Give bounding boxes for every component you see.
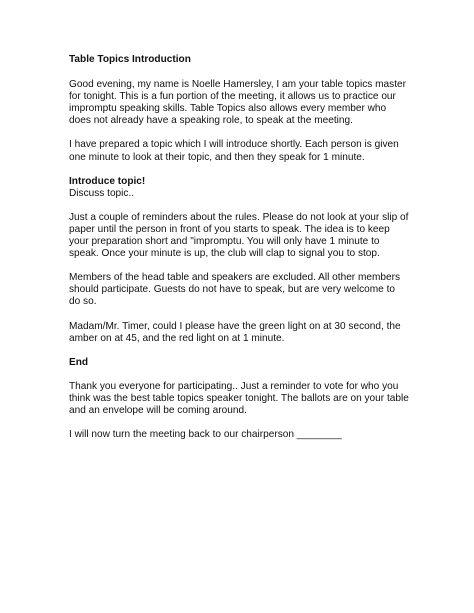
members-paragraph: Members of the head table and speakers are excluded. All other members should participate. Guests do not have to speak, but are very welcome to do so. bbox=[69, 272, 401, 308]
introduce-topic-heading: Introduce topic! bbox=[69, 175, 146, 187]
document-body bbox=[69, 54, 409, 441]
discuss-topic-line: Discuss topic.. bbox=[69, 187, 135, 199]
closing-paragraph: I will now turn the meeting back to our chairperson ________ bbox=[69, 429, 342, 441]
document-title: Table Topics Introduction bbox=[69, 54, 191, 65]
thanks-paragraph: Thank you everyone for participating.. Just a reminder to vote for who you think was the best table topics speaker tonight. The ballots are on your table and an envelope will be coming around. bbox=[69, 380, 409, 416]
end-heading: End bbox=[69, 356, 89, 368]
prepared-topic-paragraph: I have prepared a topic which I will introduce shortly. Each person is given one minute to look at their topic, and then they speak for 1 minute. bbox=[69, 139, 399, 163]
intro-paragraph: Good evening, my name is Noelle Hamersley, I am your table topics master for tonight. This is a fun portion of the meeting, it allows us to practice our impromptu speaking skills. Table Topics also allows every member who does not already have a speaking role, to speak at the meeting. bbox=[69, 79, 406, 127]
reminders-paragraph: Just a couple of reminders about the rules. Please do not look at your slip of paper until the person in front of you starts to speak. The idea is to keep your preparation short and "impromptu. You will only have 1 minute to speak. Once your minute is up, the club will clap to signal you to stop. bbox=[69, 211, 409, 260]
timer-paragraph: Madam/Mr. Timer, could I please have the green light on at 30 second, the amber on at 45, and the red light on at 1 minute. bbox=[69, 320, 401, 344]
